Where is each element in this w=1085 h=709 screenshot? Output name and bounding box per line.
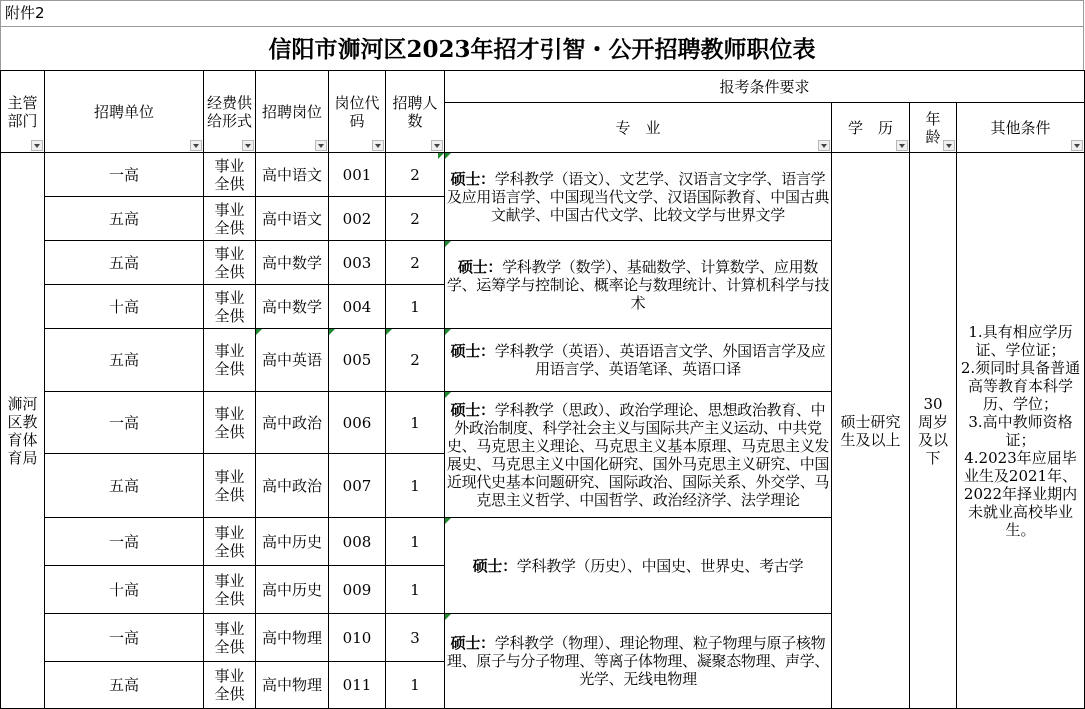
count-cell: 2 <box>386 197 445 241</box>
funding-cell <box>204 241 256 285</box>
funding-text: 事业全供 <box>214 523 245 560</box>
major-text: 学科教学（思政）、政治学理论、思想政治教育、中外政治制度、科学社会主义与国际共产主义运动、中共党史、马克思主义理论、马克思主义基本原理、马克思主义发展史、马克思主义中国化研究、国外马克思主义研究、中国近现代史基本问题研究、国际政治、国际关系、外交学、马克思主义哲学、中国哲学、政治经济学、法学理论 <box>446 400 830 509</box>
post-cell: 高中语文 <box>256 197 329 241</box>
header-major <box>445 103 832 153</box>
unit-cell: 一高 <box>45 614 204 662</box>
page-title: 信阳市浉河区2023年招才引智・公开招聘教师职位表 <box>0 27 1084 70</box>
funding-text: 事业全供 <box>214 619 245 656</box>
unit-cell: 十高 <box>45 285 204 329</box>
post-cell: 高中政治 <box>256 454 329 518</box>
header-post-label: 招聘岗位 <box>261 102 322 121</box>
header-unit <box>45 71 204 153</box>
code-cell: 010 <box>329 614 386 662</box>
funding-cell <box>204 614 256 662</box>
post-cell: 高中语文 <box>256 153 329 197</box>
count-cell <box>386 329 445 392</box>
code-text: 005 <box>342 351 372 369</box>
count-cell: 1 <box>386 518 445 566</box>
count-text: 2 <box>410 351 420 369</box>
funding-text: 事业全供 <box>214 244 245 281</box>
major-text: 学科教学（语文）、文艺学、汉语言文字学、语言学及应用语言学、中国现当代文学、汉语国际教育、中国古典文献学、中国古代文学、比较文学与世界文学 <box>446 169 830 224</box>
code-cell <box>329 329 386 392</box>
filter-dropdown-icon[interactable] <box>190 140 202 151</box>
education-text: 硕士研究生及以上 <box>840 412 901 449</box>
header-dept <box>1 71 45 153</box>
unit-cell: 一高 <box>45 153 204 197</box>
filter-dropdown-icon[interactable] <box>315 140 327 151</box>
major-prefix: 硕士： <box>450 634 495 652</box>
header-funding <box>204 71 256 153</box>
funding-cell <box>204 662 256 709</box>
other-condition-item: 2.须同时具备普通高等教育本科学历、学位； <box>960 358 1081 413</box>
cell-note-marker <box>445 153 451 159</box>
major-text: 学科教学（数学）、基础数学、计算数学、应用数学、运筹学与控制论、概率论与数理统计、计算机科学与技术 <box>446 257 830 312</box>
count-cell: 1 <box>386 566 445 614</box>
unit-cell: 五高 <box>45 241 204 285</box>
funding-cell <box>204 518 256 566</box>
other-conditions-cell <box>957 153 1085 709</box>
major-prefix: 硕士： <box>472 556 517 575</box>
header-code <box>329 71 386 153</box>
post-cell: 高中历史 <box>256 518 329 566</box>
header-unit-label: 招聘单位 <box>93 102 154 121</box>
filter-dropdown-icon[interactable] <box>31 140 43 151</box>
header-other <box>957 103 1085 153</box>
funding-text: 事业全供 <box>214 571 245 608</box>
code-cell: 003 <box>329 241 386 285</box>
cell-note-marker <box>445 241 451 247</box>
header-requirements: 报考条件要求 <box>445 71 1085 103</box>
code-cell: 002 <box>329 197 386 241</box>
cell-note-marker <box>256 329 262 335</box>
funding-cell <box>204 566 256 614</box>
header-age-label: 年龄 <box>925 109 941 146</box>
other-condition-item: 3.高中教师资格证； <box>968 412 1073 449</box>
header-post <box>256 71 329 153</box>
funding-text: 事业全供 <box>214 667 245 703</box>
count-text: 2 <box>410 165 420 184</box>
department-text: 浉河区教育体育局 <box>7 394 38 467</box>
unit-cell: 五高 <box>45 197 204 241</box>
header-code-label: 岗位代码 <box>334 93 380 130</box>
funding-cell <box>204 329 256 392</box>
cell-note-marker <box>386 329 392 335</box>
post-cell: 高中物理 <box>256 614 329 662</box>
unit-cell: 一高 <box>45 518 204 566</box>
major-prefix: 硕士： <box>450 169 495 188</box>
header-age <box>910 103 957 153</box>
major-text: 学科教学（物理）、理论物理、粒子物理与原子核物理、原子与分子物理、等离子体物理、凝聚态物理、声学、光学、无线电物理 <box>446 634 830 688</box>
cell-note-marker <box>445 518 451 524</box>
funding-text: 事业全供 <box>214 404 245 441</box>
age-cell <box>910 153 957 709</box>
major-prefix: 硕士： <box>450 342 495 360</box>
count-cell: 1 <box>386 392 445 454</box>
funding-cell <box>204 285 256 329</box>
header-major-label: 专 业 <box>615 118 661 137</box>
code-cell: 004 <box>329 285 386 329</box>
post-text: 高中英语 <box>261 351 322 369</box>
header-count-label: 招聘人数 <box>392 93 438 130</box>
code-cell: 001 <box>329 153 386 197</box>
header-education <box>832 103 910 153</box>
unit-cell: 十高 <box>45 566 204 614</box>
positions-table <box>0 70 1085 709</box>
count-cell: 2 <box>386 241 445 285</box>
major-cell <box>445 614 832 709</box>
header-dept-label: 主管部门 <box>7 93 38 130</box>
header-count <box>386 71 445 153</box>
cell-note-marker <box>329 329 335 335</box>
other-condition-item: 1.具有相应学历证、学位证； <box>968 322 1073 359</box>
department-cell <box>1 153 45 709</box>
unit-cell: 五高 <box>45 454 204 518</box>
funding-text: 事业全供 <box>214 342 245 378</box>
major-cell <box>445 241 832 329</box>
major-cell <box>445 392 832 518</box>
education-cell <box>832 153 910 709</box>
major-text: 学科教学（英语）、英语语言文学、外国语言学及应用语言学、英语笔译、英语口译 <box>494 342 826 378</box>
major-cell <box>445 329 832 392</box>
code-cell: 008 <box>329 518 386 566</box>
filter-dropdown-icon[interactable] <box>431 140 443 151</box>
major-cell <box>445 153 832 241</box>
cell-note-marker <box>445 329 451 335</box>
post-cell: 高中历史 <box>256 566 329 614</box>
code-cell: 006 <box>329 392 386 454</box>
unit-cell: 五高 <box>45 662 204 709</box>
filter-dropdown-icon[interactable] <box>1071 140 1083 151</box>
post-cell <box>256 329 329 392</box>
post-cell: 高中政治 <box>256 392 329 454</box>
count-cell: 1 <box>386 285 445 329</box>
funding-text: 事业全供 <box>214 467 245 504</box>
unit-cell: 五高 <box>45 329 204 392</box>
cell-note-marker <box>445 614 451 620</box>
age-text: 30周岁及以下 <box>917 394 948 467</box>
filter-dropdown-icon[interactable] <box>818 140 830 151</box>
funding-text: 事业全供 <box>214 288 245 325</box>
major-text: 学科教学（历史）、中国史、世界史、考古学 <box>516 556 804 575</box>
count-cell: 3 <box>386 614 445 662</box>
post-cell: 高中数学 <box>256 241 329 285</box>
count-cell: 1 <box>386 454 445 518</box>
funding-cell <box>204 392 256 454</box>
post-cell: 高中数学 <box>256 285 329 329</box>
other-condition-item: 4.2023年应届毕业生及2021年、2022年择业期内未就业高校毕业生。 <box>963 448 1078 539</box>
count-cell <box>386 153 445 197</box>
major-prefix: 硕士： <box>450 400 495 419</box>
code-cell: 009 <box>329 566 386 614</box>
header-education-label: 学 历 <box>847 118 893 137</box>
major-cell <box>445 518 832 614</box>
code-cell: 007 <box>329 454 386 518</box>
funding-text: 事业全供 <box>214 200 245 237</box>
filter-dropdown-icon[interactable] <box>372 140 384 151</box>
cell-note-marker <box>445 392 451 398</box>
funding-cell <box>204 197 256 241</box>
code-cell: 011 <box>329 662 386 709</box>
filter-dropdown-icon[interactable] <box>943 140 955 151</box>
funding-cell <box>204 454 256 518</box>
cell-note-marker <box>438 153 444 159</box>
header-other-label: 其他条件 <box>990 118 1051 137</box>
funding-text: 事业全供 <box>214 156 245 193</box>
unit-cell: 一高 <box>45 392 204 454</box>
count-cell: 1 <box>386 662 445 709</box>
funding-cell <box>204 153 256 197</box>
filter-dropdown-icon[interactable] <box>242 140 254 151</box>
major-prefix: 硕士： <box>457 257 503 276</box>
filter-dropdown-icon[interactable] <box>896 140 908 151</box>
post-cell: 高中物理 <box>256 662 329 709</box>
annex-label: 附件2 <box>0 0 1084 27</box>
header-funding-label: 经费供给形式 <box>206 93 252 130</box>
